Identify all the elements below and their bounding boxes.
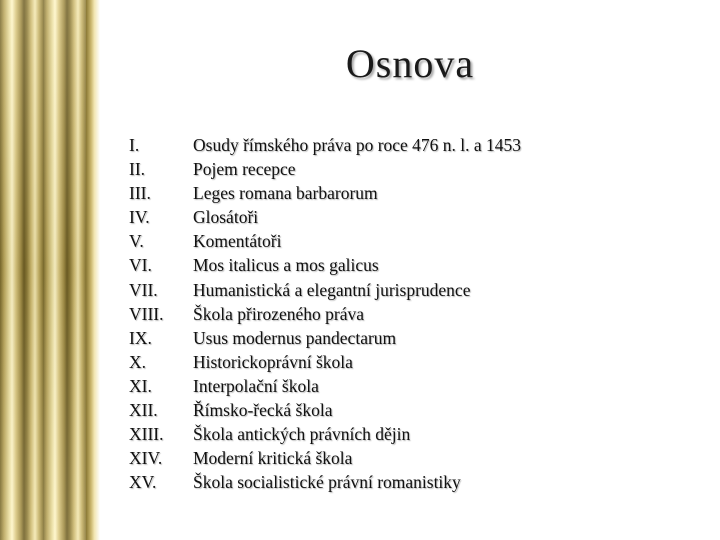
slide-title: Osnova [345,41,475,86]
outline-item-text: Římsko-řecká škola [193,400,333,421]
outline-item [129,446,521,470]
outline-item [129,205,521,229]
outline-item [129,278,521,302]
outline-item-text: Moderní kritická škola [193,448,353,469]
outline-item [129,398,521,422]
outline-item-number: XIII. [129,424,164,445]
outline-item-number: V. [129,231,144,252]
pillar-edge-gradient [86,0,100,540]
outline-item-number: IV. [129,207,150,228]
outline-item-text: Interpolační škola [193,375,319,396]
outline-item-number: I. [129,135,140,155]
outline-item-text: Historickoprávní škola [193,351,353,372]
outline-item-number: VII. [129,279,158,300]
outline-item [129,133,521,157]
outline-item [129,326,521,350]
outline-item-text: Osudy římského práva po roce 476 n. l. a 1453 [193,135,522,155]
outline-item-text: Leges romana barbarorum [193,183,378,204]
outline-item-text: Škola antických právních dějin [193,424,411,445]
outline-item-number: X. [129,351,147,372]
outline-item-number: XI. [129,375,152,396]
outline-item-text: Glosátoři [193,207,259,228]
outline-item-text: Mos italicus a mos galicus [193,255,379,276]
outline-item-text: Usus modernus pandectarum [193,327,397,348]
outline-list [129,133,521,494]
outline-item-text: Škola přirozeného práva [193,303,365,324]
outline-item-text: Komentátoři [193,231,282,252]
outline-item-number: II. [129,159,146,180]
outline-item-number: VI. [129,255,152,276]
outline-item [129,253,521,277]
outline-item [129,181,521,205]
outline-item-number: XV. [129,472,157,493]
outline-item-number: VIII. [129,303,164,324]
outline-item-number: IX. [129,327,152,348]
outline-item-text: Pojem recepce [193,159,296,180]
outline-item [129,422,521,446]
outline-item [129,350,521,374]
outline-item-text: Humanistická a elegantní jurisprudence [193,279,471,300]
outline-item [129,157,521,181]
outline-item-number: XII. [129,400,158,421]
outline-item-number: XIV. [129,448,163,469]
outline-item [129,470,521,494]
outline-item-number: III. [129,183,151,204]
outline-item [129,374,521,398]
outline-item [129,229,521,253]
outline-item-text: Škola socialistické právní romanistiky [193,472,461,493]
outline-item [129,302,521,326]
decorative-gold-pillar [0,0,86,540]
